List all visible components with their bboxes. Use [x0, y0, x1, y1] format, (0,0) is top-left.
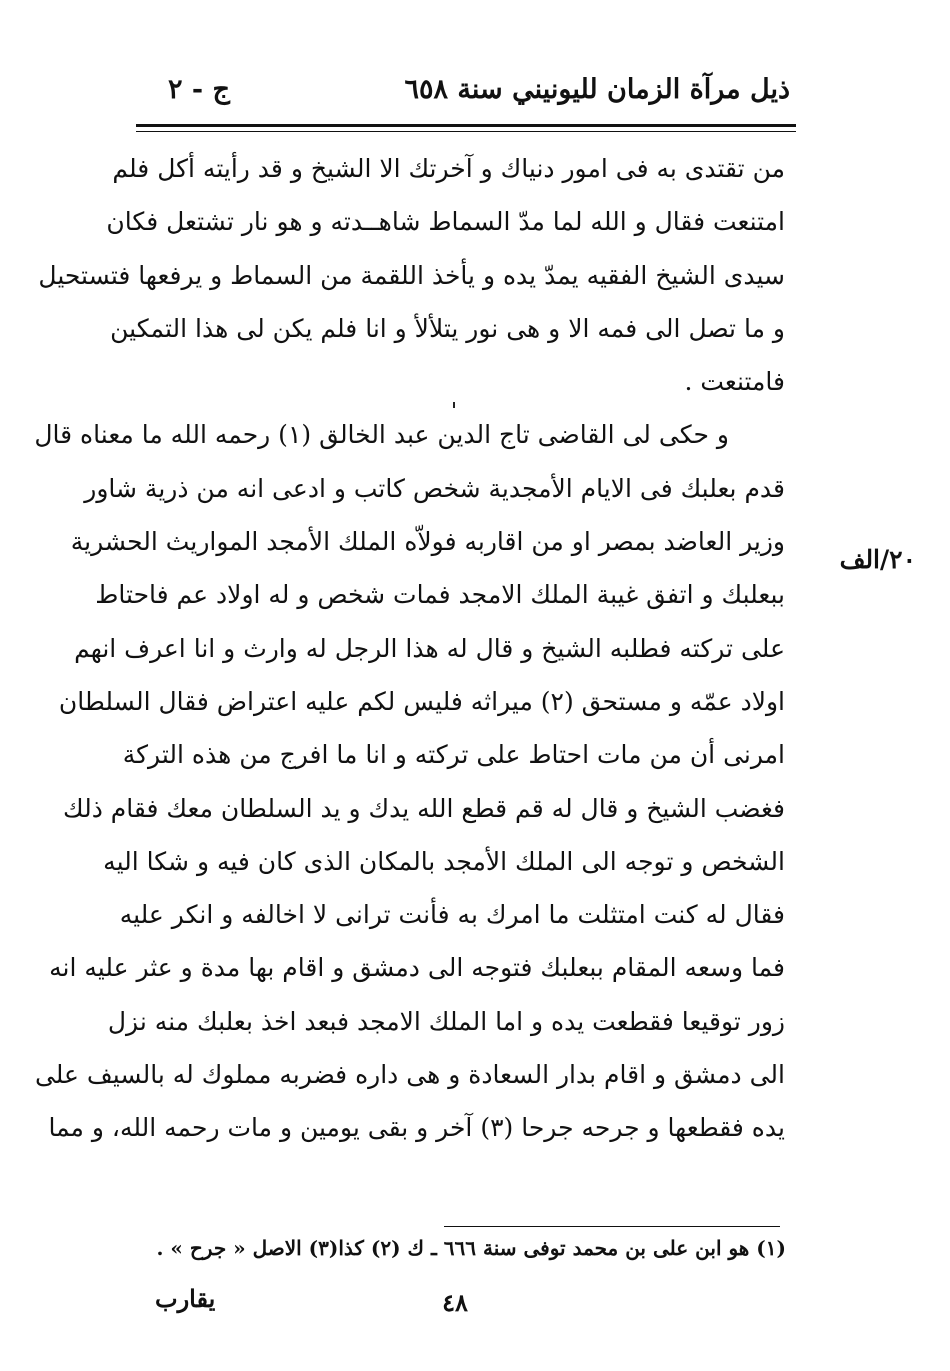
text-line: امتنعت فقال و الله لما مدّ السماط شاهــدته و هو نار تشتعل فكان: [106, 207, 785, 237]
header-volume: ج - ٢: [168, 74, 230, 105]
folio-margin-note: ٢٠/الف: [839, 545, 916, 574]
main-text: [34, 142, 785, 1155]
text-line: الى دمشق و اقام بدار السعادة و هى داره فضربه مملوك له بالسيف على: [34, 1060, 785, 1090]
header-rule-thin: [136, 131, 796, 132]
text-line: سيدى الشيخ الفقيه يمدّ يده و يأخذ اللقمة من السماط و يرفعها فتستحيل: [38, 260, 785, 290]
header-rule: [136, 124, 796, 127]
text-line: فما وسعه المقام ببعلبك فتوجه الى دمشق و اقام بها مدة و عثر عليه انه: [49, 953, 785, 983]
ink-speck: [453, 402, 455, 408]
header-title: ذيل مرآة الزمان لليونيني سنة ٦٥٨: [404, 74, 790, 105]
catchword: يقارب: [155, 1284, 216, 1313]
footnote: (١) هو ابن على بن محمد توفى سنة ٦٦٦ ـ ك (٢) كذا(٣) الاصل « جرح » .: [156, 1236, 786, 1260]
text-line: و حكى لى القاضى تاج الدين عبد الخالق (١) رحمه الله ما معناه قال: [34, 420, 729, 450]
text-line: وزير العاضد بمصر او من اقاربه فولاّه الملك الأمجد المواريث الحشرية: [70, 527, 785, 557]
text-line: قدم بعلبك فى الايام الأمجدية شخص كاتب و ادعى انه من ذرية شاور: [84, 473, 785, 503]
text-line: فقال له كنت امتثلت ما امرك به فأنت ترانى لا اخالفه و انكر عليه: [119, 900, 785, 930]
text-line: اولاد عمّه و مستحق (٢) ميراثه فليس لكم عليه اعتراض فقال السلطان: [58, 686, 785, 716]
text-line: فغضب الشيخ و قال له قم قطع الله يدك و يد السلطان معك فقام ذلك: [63, 793, 785, 823]
text-line: زور توقيعا فقطعت يده و اما الملك الامجد فبعد اخذ بعلبك منه نزل: [107, 1006, 785, 1036]
running-header: [140, 74, 790, 118]
text-line: الشخص و توجه الى الملك الأمجد بالمكان الذى كان فيه و شكا اليه: [103, 846, 785, 876]
page-number: ٤٨: [442, 1288, 468, 1317]
text-line: يده فقطعها و جرحه جرحا (٣) آخر و بقى يومين و مات رحمه الله، و مما: [48, 1113, 785, 1143]
text-line: ببعلبك و اتفق غيبة الملك الامجد فمات شخص و له اولاد عم فاحتاط: [95, 580, 785, 610]
text-line: على تركته فطلبه الشيخ و قال له هذا الرجل له وارث و انا اعرف انهم: [74, 633, 785, 663]
text-line: و ما تصل الى فمه الا و هى نور يتلألأ و انا فلم يكن لى هذا التمكين: [110, 313, 785, 343]
text-line: فامتنعت .: [684, 367, 785, 397]
footnote-rule: [444, 1226, 780, 1227]
text-line: امرنى أن من مات احتاط على تركته و انا ما افرج من هذه التركة: [122, 740, 785, 770]
text-line: من تقتدى به فى امور دنياك و آخرتك الا الشيخ و قد رأيته أكل فلم: [112, 154, 785, 183]
